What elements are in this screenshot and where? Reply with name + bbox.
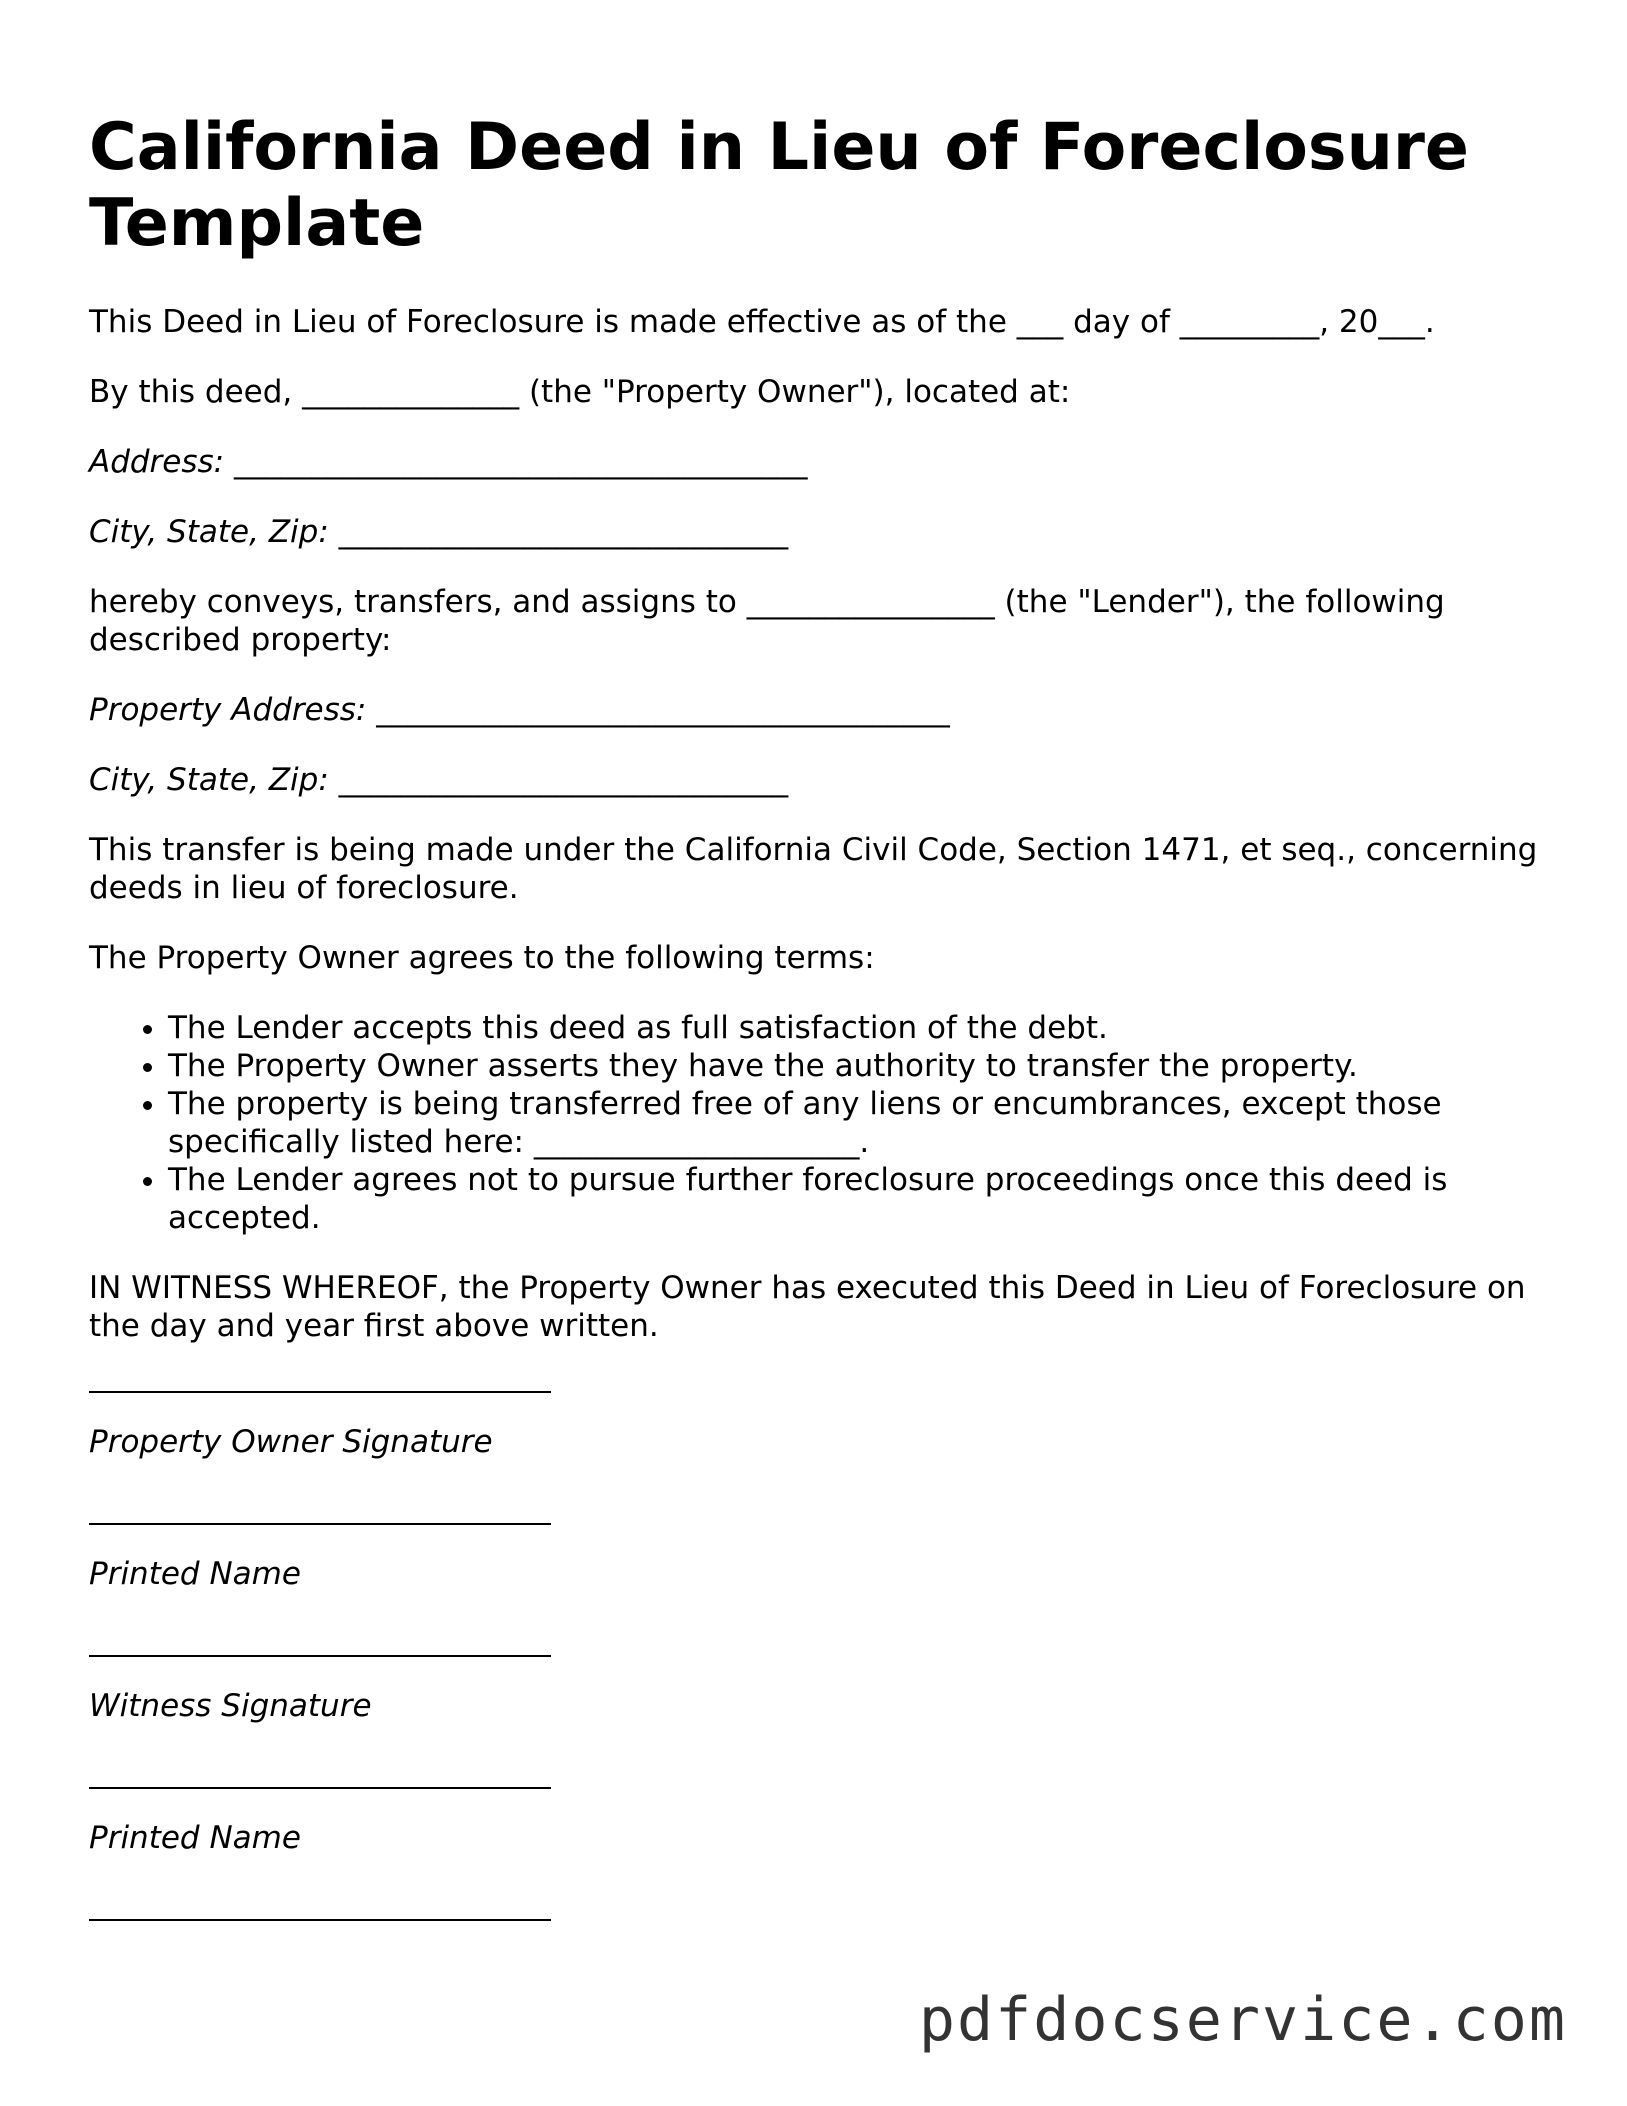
effective-date-paragraph: This Deed in Lieu of Foreclosure is made effective as of the ___ day of _________, 20___.	[89, 304, 1435, 340]
owner-printed-name-line	[89, 1523, 551, 1525]
property-address-line: Property Address: _____________________________________	[89, 692, 950, 728]
document-page	[89, 110, 1539, 1921]
document-title: California Deed in Lieu of Foreclosure Template	[89, 110, 1470, 261]
property-owner-paragraph: By this deed, ______________ (the "Property Owner"), located at:	[89, 374, 1071, 410]
civil-code-paragraph: This transfer is being made under the California Civil Code, Section 1471, et seq., concerning deeds in lieu of foreclosure.	[89, 832, 1538, 906]
owner-city-state-zip-line: City, State, Zip: _____________________________	[89, 514, 789, 550]
owner-signature-line	[89, 1391, 551, 1393]
term-item: • The Lender accepts this deed as full satisfaction of the debt.	[168, 1009, 1539, 1047]
term-item: • The Lender agrees not to pursue further foreclosure proceedings once this deed is accepted.	[168, 1161, 1539, 1237]
witness-paragraph: IN WITNESS WHEREOF, the Property Owner has executed this Deed in Lieu of Foreclosure on the day and year first above written.	[89, 1270, 1526, 1344]
witness-signature-label: Witness Signature	[89, 1688, 372, 1724]
owner-printed-name-label: Printed Name	[89, 1556, 301, 1592]
owner-signature-label: Property Owner Signature	[89, 1424, 493, 1460]
witness-printed-name-label: Printed Name	[89, 1820, 301, 1856]
witness-signature-line	[89, 1655, 551, 1657]
owner-address-line: Address: _____________________________________	[89, 444, 808, 480]
witness-printed-name-line	[89, 1787, 551, 1789]
term-item: • The Property Owner asserts they have the authority to transfer the property.	[168, 1047, 1539, 1085]
term-item: • The property is being transferred free of any liens or encumbrances, except those specifically listed here: _____________________.	[168, 1085, 1539, 1161]
final-signature-line	[89, 1919, 551, 1921]
terms-intro-paragraph: The Property Owner agrees to the following terms:	[89, 940, 875, 976]
signature-block	[89, 1391, 1539, 1921]
conveyance-paragraph: hereby conveys, transfers, and assigns to ________________ (the "Lender"), the following described property:	[89, 584, 1445, 658]
terms-list	[89, 1009, 1539, 1237]
property-city-state-zip-line: City, State, Zip: _____________________________	[89, 762, 789, 798]
watermark-text: pdfdocservice.com	[918, 1985, 1567, 2055]
